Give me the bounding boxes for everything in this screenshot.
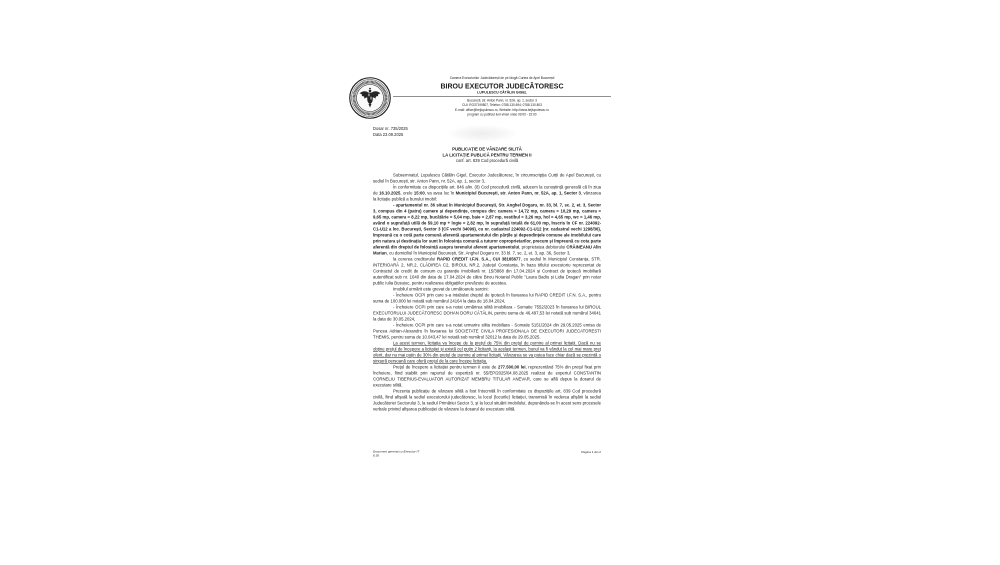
debtor-address: , cu domiciliul în Municipiul București, Str. Anghel Dogaru nr. 33 bl. 7, sc. 2, et. 3, ap. 36, Sector 3, — [386, 250, 571, 256]
auction-date: 16.10.2025 — [379, 190, 401, 196]
file-number: Dosar nr. 735/2025 — [373, 126, 408, 131]
intro-text: Subsemnatul, Lupulescu Cătălin Gigel, Executor Judecătoresc, în circumscripția Curții de Apel București, cu sediul în București, str. Anton Pann, nr. 52A, ap. 1, sector 3, — [373, 172, 601, 184]
auction-location-label: , va avea loc în — [424, 190, 456, 196]
creditor-name: RAPID CREDIT I.F.N. S.A., CUI 38165677 — [436, 256, 521, 262]
encumbrance-mortgage-text: - Încheiere OCPI prin care s-a intabulat dreptul de ipotecă în favoarea lui RAPID CREDIT I.F.N. S.A., pentru suma de 100.000 lei notată sub numărul 24164 la data de 18.04.2024, — [373, 292, 601, 304]
eagle-head — [369, 89, 372, 92]
auction-terms-paragraph — [373, 340, 601, 364]
scan-smudge — [448, 125, 518, 142]
office-address: București, str. Anton Pann, nr. 52A, ap. 1, sector 3 — [467, 99, 537, 103]
starting-price-details: , reprezentând 75% din prețul fixat prin încheiere, fiind stabilit prin raportul de expertiză nr. 55/EP/2025/04.08.2025 realizat de expertul CONSTANTIN CORNELIU TIBERIUS-EVALUATOR AUTORIZAT MEMBRU TITULAR ANEVAR, care se află depus la dosarul de executare silită. — [373, 364, 601, 388]
property-description-paragraph — [373, 202, 601, 256]
shield-quarter-1 — [368, 94, 370, 97]
executor-name: LUPULESCU CĂTĂLIN GIGEL — [477, 91, 527, 95]
encumbrance-mortgage — [373, 292, 601, 304]
auction-time: 15:00 — [413, 190, 425, 196]
office-schedule: program cu publicul luni-vineri orele 09:00 - 15:00 — [467, 112, 537, 117]
debtor-name: CRĂINEANU Alin Marian — [373, 244, 601, 256]
title-legal-basis: conf. art. 839 Cod procedură civilă — [455, 158, 519, 163]
encumbrance-seizure-1-text: - Încheiere OCPI prin care s-a notat urmărirea silită imobiliara - Somatie 7552/2023 în favoarea lui BIROUL EXECUTORULUI JUDECĂTORESC DOHAN DORU CĂTĂLIN, pentru suma de 46.497,53 lei notată sub numărul 34041 la data de 30.05.2024, — [373, 304, 601, 322]
creditor-details: , cu sediul în Municipiul Constanța, STR. INTERIOARĂ 2, NR.2, CLĂDIREA C2, BIROUL NR.2, Județul Constanța, în baza titlului executoriu reprezentat de Contractul de credit de consum cu garanție imobiliară nr. 15/3868 din 17.04.2024 și Contract de ipotecă imobiliară autentificat sub nr. 1040 din data de 17.04.2024 de către Birou Notarial Public "Laura Badiu și Lidia Dragan" prin notar public Iulia Busuioc, pentru realizarea obligațiilor prevăzute de acestea. — [373, 256, 601, 286]
encumbrances-heading-text: Imobilul urmărit este grevat de următoarele sarcini: — [393, 286, 489, 292]
document-page — [340, 68, 620, 468]
footer-generator: Document generat cu Executor IT — [373, 450, 420, 454]
office-title: BIROU EXECUTOR JUDECĂTORESC — [440, 82, 564, 90]
office-contact: CUI: RO37199807, Telefon: 0788.130.694; 0788.130.803 — [462, 103, 542, 108]
property-description: - apartamentul nr. 36 situat în Municipiul București, Str. Anghel Dogaru, nr. 33, bl. 7, sc. 2, et. 3, Sector 3, compus din 4 (patru) camere și dependințe, compus din: camera = 14,72 mp, camera = 10,29 mp, camera = 9,65 mp, camera = 8,22 mp, bucătărie = 5,04 mp, baie = 2,87 mp, vestibul = 3,26 mp, hol = 4,65 mp, wc = 1,46 mp, având o suprafață utilă de 59,10 mp + logie = 2,82 mp, în suprafață totală de 61,00 mp, înscris în CF nr. 224092-C1-U12 a loc. București, Sector 3 (CF vechi 34099), cu nr. cadastral 224092-C1-U12 (nr. cadastral vechi 1298/36), împreună cu o cotă parte comună aferentă apartamentului din părțile și dependințele comune ale imobilului care prin natura și destinația lor sunt în folosința comună a tuturor coproprietarilor, precum și împreună cu cota parte aferentă din dreptul de folosință asupra terenului aferent apartamentului — [373, 202, 601, 250]
encumbrance-seizure-2-text: - Încheiere OCPI prin care s-a notat urmarire silita imobiliara - Somatie 5151/2024 din 29.05.2025 emisa de Puncea Adrian-Alexandru în favoarea lui SOCIETATE CIVILA PROFESIONALA DE EXECUTORI JUDECATORESTI THEMIS, pentru suma de 10.043,47 lei notată sub numărul 32012 la data de 29.05.2025. — [373, 322, 601, 340]
letterhead — [393, 77, 611, 118]
intro-paragraph — [373, 172, 601, 184]
page-number: Pagina 1 din 2 — [581, 450, 601, 454]
footer-version: 6.30 — [373, 454, 380, 458]
creditor-label: la cererea creditorului — [393, 256, 437, 262]
chamber-name: Camera Executorilor Judecătorești de pe lângă Curtea de Apel București — [449, 76, 555, 80]
auction-date-paragraph — [373, 184, 601, 202]
debtor-label: , proprietatea debitorului — [519, 244, 567, 250]
auction-object-text: , vânzarea la licitație publică a bunului imobil: — [373, 190, 601, 202]
auction-terms-text: La acest termen, licitația va începe de la prețul de 75% din prețul de pornire al primei licitații. Dacă nu se obține prețul de începere a licitației și există cel puțin 2 licitanți, la același termen, bunul va fi vândut la cel mai mare preț oferit, dar nu mai puțin de 30% din prețul de pornire al primei licitații. Vânzarea se va putea face chiar dacă se prezintă o singură persoană care oferă prețul de la care începe licitația. — [373, 340, 601, 364]
notice-title — [373, 146, 601, 164]
shield-quarter-2 — [370, 97, 372, 100]
starting-price: 277.500,00 lei — [497, 364, 526, 370]
footer-generator-block — [373, 450, 419, 458]
encumbrance-seizure-2 — [373, 322, 601, 340]
seal-logo — [349, 77, 391, 119]
title-line-1: PUBLICAȚIE DE VÂNZARE SILITĂ — [452, 146, 522, 152]
office-web: E-mail: office@bejlupulescu.ro, Website: http://www.bejlupulescu.ro — [455, 108, 549, 112]
creditor-paragraph — [373, 256, 601, 286]
file-date: Data 23.09.2025 — [373, 132, 404, 137]
starting-price-label: Prețul de începere a licitației pentru termen II este de — [393, 364, 498, 370]
publication-text: Prezenta publicație de vânzare silită a fost întocmită în conformitate cu dispozițiile art. 839 Cod procedură civilă, fiind afișată la sediul executorului judecătoresc, la locul (locurile) licitației, transmisă în vederea afișării la sediul Judecătoriei Sectorului 3, la sediul Primăriei Sector 3, și la locul situării imobilului, depunându-se în acest sens procesele verbale privind afișarea publicației de vânzare la dosarul de executare silită. — [373, 388, 601, 412]
auction-intro-text: În conformitate cu dispozițiile art. 846 alin. (8) Cod procedură civilă, aducem la cunoștință generală că în ziua de — [373, 184, 601, 196]
file-info — [373, 126, 408, 138]
publication-paragraph — [373, 388, 601, 412]
starting-price-paragraph — [373, 364, 601, 388]
title-line-2: LA LICITAȚIE PUBLICĂ PENTRU TERMEN II — [442, 152, 532, 158]
auction-location: Municipiul București, str. Anton Pann, nr. 52A, ap. 1, Sector 3 — [455, 190, 581, 196]
notice-body — [373, 172, 601, 412]
encumbrance-seizure-1 — [373, 304, 601, 322]
seal-icon — [349, 77, 391, 119]
letterhead-divider — [393, 97, 611, 98]
auction-time-label: , orele — [400, 190, 414, 196]
